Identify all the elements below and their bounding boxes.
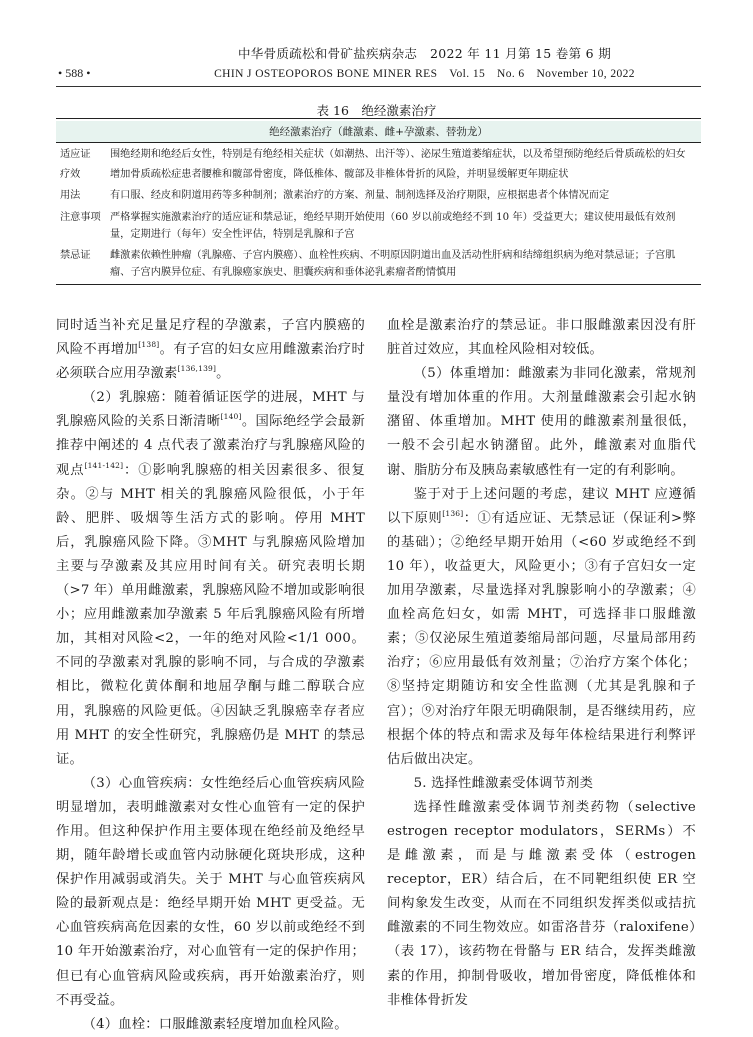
citation[interactable]: [136,139] bbox=[177, 364, 217, 374]
row-key: 疗效 bbox=[60, 168, 81, 180]
table-row bbox=[56, 183, 701, 205]
paragraph: 血栓是激素治疗的禁忌证。非口服雌激素因没有肝脏首过效应，其血栓风险相对较低。 bbox=[387, 318, 696, 358]
paragraph: （4）血栓：口服雌激素轻度增加血栓风险。 bbox=[82, 1016, 348, 1032]
table-row bbox=[56, 143, 701, 164]
left-column bbox=[56, 314, 365, 1037]
section-heading: 5. 选择性雌激素受体调节剂类 bbox=[413, 775, 594, 791]
row-key: 用法 bbox=[60, 190, 81, 201]
table-group-header: 绝经激素治疗（雌激素、雌+孕激素、替勃龙） bbox=[56, 121, 701, 143]
row-key: 注意事项 bbox=[60, 211, 101, 223]
citation[interactable]: [141-142] bbox=[84, 460, 124, 470]
citation[interactable]: [136] bbox=[442, 508, 464, 518]
citation[interactable]: [140] bbox=[220, 412, 242, 422]
table-row bbox=[56, 244, 701, 285]
row-key: 禁忌证 bbox=[60, 249, 91, 261]
paragraph: 鉴于对于上述问题的考虑，建议 MHT 应遵循以下原则[136]：①有适应证、无禁忌证（保证利>弊的基础）；②绝经早期开始用（<60 岁或绝经不到 10 年），收益更大，风险更小；③有子宫妇女一定加用孕激素，尽量选择对乳腺影响小的孕激素；④血栓高危妇女，如需 MHT，可选择非口服雌激素；⑤仅泌尿生殖道萎缩局部问题，尽量局部用药治疗；⑥应用最低有效剂量；⑦治疗方案个体化；⑧坚持定期随访和安全性监测（尤其是乳腺和子宫）；⑨对治疗年限无明确限制，是否继续用药，应根据个体的特点和需求及每年体检结果进行利弊评估后做出决定。 bbox=[387, 486, 696, 767]
table-top-rule bbox=[56, 118, 701, 119]
paragraph: （3）心血管疾病：女性绝经后心血管疾病风险明显增加，表明雌激素对女性心血管有一定的保护作用。但这种保护作用主要体现在绝经前及绝经早期，随年龄增长或血管内动脉硬化斑块形成，这种保护作用减弱或消失。关于 MHT 与心血管疾病风险的最新观点是：绝经早期开始 MHT 更受益。无心血管疾病高危因素的女性，60 岁以前或绝经不到 10 年开始激素治疗，对心血管有一定的保护作用；但已有心血管病风险或疾病，再开始激素治疗，则不再受益。 bbox=[56, 775, 365, 1008]
table-caption: 表 16 绝经激素治疗 bbox=[316, 103, 437, 118]
table-row bbox=[56, 164, 701, 184]
paragraph: （2）乳腺癌：随着循证医学的进展，MHT 与乳腺癌风险的关系日渐清晰[140]。国际绝经学会最新推荐中阐述的 4 点代表了激素治疗与乳腺癌风险的观点[141-142]：①影响乳腺癌的相关因素很多、很复杂。②与 MHT 相关的乳腺癌风险很低，小于年龄、肥胖、吸烟等生活方式的影响。停用 MHT 后，乳腺癌风险下降。③MHT 与乳腺癌风险增加主要与孕激素及其应用时间有关。研究表明长期（>7 年）单用雌激素，乳腺癌风险不增加或影响很小；应用雌激素加孕激素 5 年后乳腺癌风险有所增加，其相对风险<2，一年的绝对风险<1/1 000。不同的孕激素对乳腺的影响不同，与合成的孕激素相比，微粒化黄体酮和地屈孕酮与雌二醇联合应用，乳腺癌的风险更低。④因缺乏乳腺癌幸存者应用 MHT 的安全性研究，乳腺癌仍是 MHT 的禁忌证。 bbox=[56, 390, 366, 767]
page-header bbox=[0, 0, 753, 92]
citation[interactable]: [138] bbox=[138, 340, 160, 350]
journal-title-en: CHIN J OSTEOPOROS BONE MINER RES Vol. 15 No. 6 November 10, 2022 bbox=[214, 68, 635, 80]
table-row bbox=[56, 205, 701, 244]
right-column bbox=[387, 314, 696, 1013]
paragraph: （5）体重增加：雌激素为非同化激素，常规剂量没有增加体重的作用。大剂量雌激素会引起水钠潴留、体重增加。MHT 使用的雌激素剂量很低，一般不会引起水钠潴留。此外，雌激素对血脂代谢、脂肪分布及胰岛素敏感性有一定的有利影响。 bbox=[387, 366, 696, 478]
row-value: 有口服、经皮和阴道用药等多种制剂；激素治疗的方案、剂量、制剂选择及治疗期限，应根据患者个体情况而定 bbox=[110, 190, 610, 201]
paragraph: 选择性雌激素受体调节剂类药物（selective estrogen receptor modulators，SERMs）不是雌激素，而是与雌激素受体（estrogen receptor，ER）结合后，在不同靶组织使 ER 空间构象发生改变，从而在不同组织发挥类似或拮抗雌激素的不同生物效应。如雷洛昔芬（raloxifene）（表 17），该药物在骨骼与 ER 结合，发挥类雌激素的作用，抑制骨吸收，增加骨密度，降低椎体和非椎体骨折发 bbox=[387, 799, 696, 1008]
paragraph: 同时适当补充足量足疗程的孕激素，子宫内膜癌的风险不再增加[138]。有子宫的妇女应用雌激素治疗时必须联合应用孕激素[136,139]。 bbox=[56, 318, 366, 382]
page-number: • 588 • bbox=[58, 66, 91, 80]
hormone-therapy-table bbox=[56, 118, 701, 285]
row-value: 增加骨质疏松症患者腰椎和髋部骨密度，降低椎体、髋部及非椎体骨折的风险，并明显缓解更年期症状 bbox=[110, 168, 569, 180]
row-value: 雌激素依赖性肿瘤（乳腺癌、子宫内膜癌）、血栓性疾病、不明原因阴道出血及活动性肝病和结缔组织病为绝对禁忌证；子宫肌瘤、子宫内膜异位症、有乳腺癌家族史、胆囊疾病和垂体泌乳素瘤者酌情慎用 bbox=[110, 249, 676, 278]
header-rule bbox=[56, 86, 701, 87]
row-key: 适应证 bbox=[60, 149, 91, 160]
row-value: 严格掌握实施激素治疗的适应证和禁忌证，绝经早期开始使用（60 岁以前或绝经不到 10 年）受益更大；建议使用最低有效剂量，定期进行（每年）安全性评估，特别是乳腺和子宫 bbox=[110, 211, 676, 240]
journal-title-cn: 中华骨质疏松和骨矿盐疾病杂志 2022 年 11 月第 15 卷第 6 期 bbox=[238, 46, 611, 61]
row-value: 围绝经期和绝经后女性，特别是有绝经相关症状（如潮热、出汗等）、泌尿生殖道萎缩症状，以及希望预防绝经后骨质疏松的妇女 bbox=[110, 149, 686, 160]
